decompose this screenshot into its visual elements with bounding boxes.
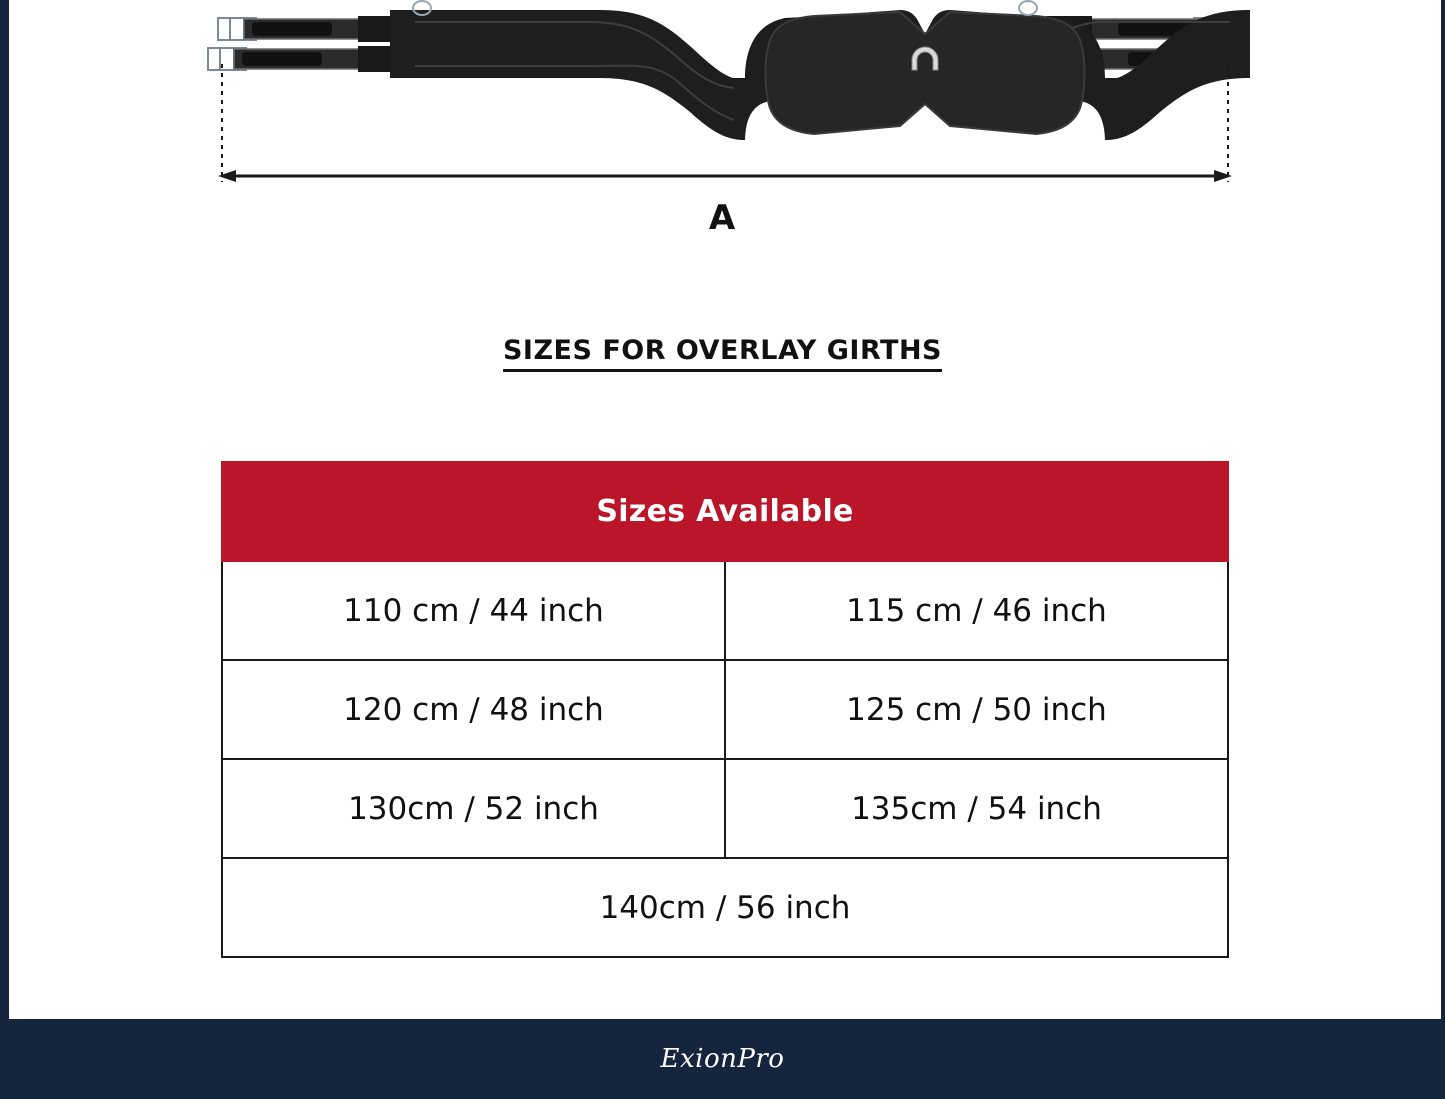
size-cell: 135cm / 54 inch (725, 759, 1228, 858)
size-cell: 120 cm / 48 inch (222, 660, 725, 759)
size-cell: 130cm / 52 inch (222, 759, 725, 858)
overlay-girth-illustration (200, 0, 1250, 200)
brand-name: ExionPro (660, 1044, 785, 1074)
size-cell: 115 cm / 46 inch (725, 561, 1228, 660)
page-title-text: SIZES FOR OVERLAY GIRTHS (503, 335, 942, 372)
table-header-cell: Sizes Available (222, 462, 1228, 561)
table-row (222, 759, 1228, 858)
dim-arrow-right (1214, 170, 1232, 182)
table-header-row (222, 462, 1228, 561)
page-title (0, 335, 1445, 366)
sizes-table (221, 461, 1229, 958)
brand-logo (0, 1019, 1445, 1099)
dim-arrow-left (218, 170, 236, 182)
size-cell: 125 cm / 50 inch (725, 660, 1228, 759)
size-cell: 140cm / 56 inch (222, 858, 1228, 957)
center-panel (766, 12, 1085, 134)
product-illustration-area (0, 0, 1445, 260)
size-cell: 110 cm / 44 inch (222, 561, 725, 660)
table-row (222, 561, 1228, 660)
table-row (222, 858, 1228, 957)
dimension-label: A (708, 198, 737, 238)
table-row (222, 660, 1228, 759)
